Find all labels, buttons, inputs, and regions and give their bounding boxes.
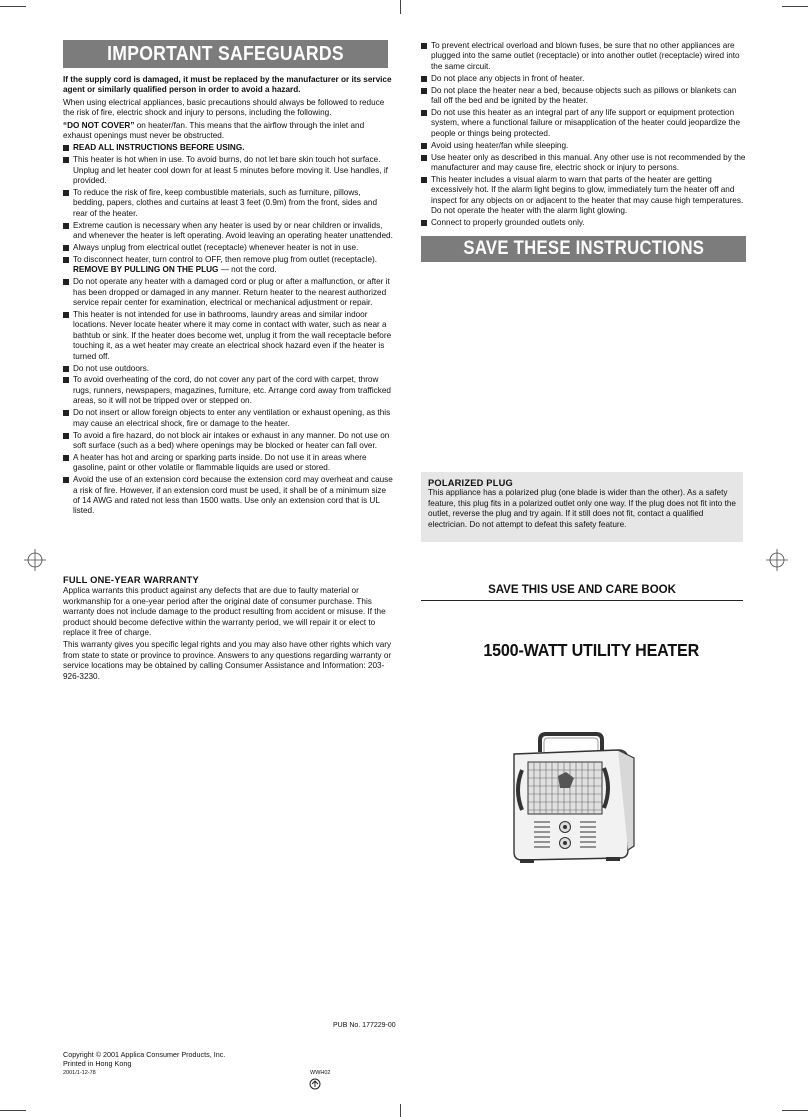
safeguard-item: To avoid overheating of the cord, do not cover any part of the cord with carpet, throw rugs, runners, newspapers, magazines, furniture, etc. Arrange cord away from trafficked areas, so it will not be tripped over or stepped on. bbox=[63, 375, 393, 406]
copyright-text: Copyright © 2001 Applica Consumer Products, Inc. bbox=[63, 1050, 226, 1059]
print-code-left: 2001/1-12-78 bbox=[63, 1070, 96, 1076]
safeguard-item: Avoid the use of an extension cord because the extension cord may overheat and cause a risk of fire. However, if an extension cord must be used, it shall be of a minimum size of 14 AWG and rated not less than 1500 watts. Use only an extension cord that is UL listed. bbox=[63, 475, 393, 517]
crop-mark bbox=[782, 6, 808, 7]
right-column-list bbox=[421, 41, 746, 230]
safeguard-item: A heater has hot and arcing or sparking parts inside. Do not use it in areas where gasoline, paint or other volatile or flammable liquids are used or stored. bbox=[63, 453, 393, 474]
crop-mark bbox=[782, 1110, 808, 1111]
intro-text: When using electrical appliances, basic precautions should always be followed to reduce the risk of fire, electric shock and injury to persons, including the following. bbox=[63, 97, 385, 118]
safeguard-item: This heater is not intended for use in bathrooms, laundry areas and similar indoor locations. Never locate heater where it may come in contact with water, such as near a bathtub or sink. If the heater does become wet, unplug it from the wall receptacle before touching it, as a wet heater may create an electrical shock hazard even if the heater is turned off. bbox=[63, 310, 393, 362]
safeguard-item: Connect to properly grounded outlets only. bbox=[421, 218, 746, 228]
recycle-icon bbox=[309, 1078, 321, 1090]
safeguard-item: Do not insert or allow foreign objects to enter any ventilation or exhaust opening, as this may cause an electrical shock, fire or damage to the heater. bbox=[63, 408, 393, 429]
safeguard-item: Avoid using heater/fan while sleeping. bbox=[421, 141, 746, 151]
intro-bold: If the supply cord is damaged, it must be replaced by the manufacturer or its service agent or similarly qualified person in order to avoid a hazard. bbox=[63, 75, 392, 95]
heater-illustration bbox=[500, 730, 640, 865]
safeguard-item: Do not place any objects in front of heater. bbox=[421, 74, 746, 84]
pub-number: PUB No. 177229-00 bbox=[333, 1022, 396, 1029]
polarized-plug-text: This appliance has a polarized plug (one blade is wider than the other). As a safety feature, this plug fits in a polarized outlet only one way. If the plug does not fit into the outlet, reverse the plug and try again. If it still does not fit, contact a qualified electrician. Do not attempt to defeat this safety feature. bbox=[428, 488, 736, 529]
do-not-cover: “DO NOT COVER” on heater/fan. This means that the airflow through the inlet and exhaust openings must never be obstructed. bbox=[63, 120, 365, 141]
crop-mark bbox=[0, 1110, 26, 1111]
safeguard-item: Extreme caution is necessary when any heater is used by or near children or invalids, and whenever the heater is left operating. Avoid leaving an operating heater unattended. bbox=[63, 221, 393, 242]
polarized-plug-box bbox=[421, 472, 743, 542]
safeguard-item: This heater is hot when in use. To avoid burns, do not let bare skin touch hot surface. Unplug and let heater cool down for at least 5 minutes before moving it. Use handles, if provided. bbox=[63, 155, 393, 186]
warranty-paragraph: Applica warrants this product against any defects that are due to faulty material or workmanship for a one-year period after the original date of consumer purchase. This warranty does not include damage to the product resulting from accident or misuse. If the product should become defective within the warranty period, we will repair it or elect to replace it free of charge. bbox=[63, 586, 386, 638]
safeguard-item: To reduce the risk of fire, keep combustible materials, such as furniture, pillows, bedding, papers, clothes and curtains at least 3 feet (0.9m) from the front, sides and rear of the heater. bbox=[63, 188, 393, 219]
safeguard-item: Do not operate any heater with a damaged cord or plug or after a malfunction, or after it has been dropped or damaged in any manner. Return heater to the nearest authorized service repair center for examination, electrical or mechanical adjustment or repair. bbox=[63, 277, 393, 308]
product-title: 1500-WATT UTILITY HEATER bbox=[483, 640, 699, 660]
print-code-right: WWH02 bbox=[310, 1070, 331, 1076]
safeguards-body bbox=[63, 75, 393, 518]
warranty-title: FULL ONE-YEAR WARRANTY bbox=[63, 575, 199, 585]
safeguards-title: IMPORTANT SAFEGUARDS bbox=[63, 40, 388, 68]
crop-mark bbox=[400, 0, 401, 14]
safeguard-item: To avoid a fire hazard, do not block air intakes or exhaust in any manner. Do not use on soft surface (such as a bed) where openings may be blocked or heater can fall over. bbox=[63, 431, 393, 452]
registration-mark-icon bbox=[24, 549, 46, 571]
safeguard-item: To disconnect heater, turn control to OFF, then remove plug from outlet (receptacle). REMOVE BY PULLING ON THE PLUG — not the cord. bbox=[63, 255, 393, 276]
safeguard-item: Do not use this heater as an integral part of any life support or equipment protection system, where a functional failure or misapplication of the heater could jeopardize the people or things being protected. bbox=[421, 108, 746, 139]
save-book-heading: SAVE THIS USE AND CARE BOOK bbox=[421, 584, 743, 601]
registration-mark-icon bbox=[766, 549, 788, 571]
safeguard-item: Do not place the heater near a bed, because objects such as pillows or blankets can fall off the bed and be ignited by the heater. bbox=[421, 86, 746, 107]
safeguard-item: This heater includes a visual alarm to warn that parts of the heater are getting excessively hot. If the alarm light begins to glow, immediately turn the heater off and inspect for any objects on or adjacent to the heater that may cause high temperatures. Do not operate the heater with the alarm light glowing. bbox=[421, 175, 746, 217]
printed-in-text: Printed in Hong Kong bbox=[63, 1059, 132, 1068]
crop-mark bbox=[0, 6, 26, 7]
warranty-paragraph: This warranty gives you specific legal rights and you may also have other rights which vary from state to state or province to province. Answers to any questions regarding warranty or service locations may be obtained by calling Consumer Assistance and Information: 203-926-3230. bbox=[63, 640, 392, 681]
save-instructions-title: SAVE THESE INSTRUCTIONS bbox=[421, 236, 746, 262]
safeguard-item: To prevent electrical overload and blown fuses, be sure that no other appliances are plugged into the same outlet (receptacle) or into another outlet (receptacle) wired into the same circuit. bbox=[421, 41, 746, 72]
polarized-plug-title: POLARIZED PLUG bbox=[428, 478, 513, 488]
safeguard-item: READ ALL INSTRUCTIONS BEFORE USING. bbox=[63, 143, 393, 153]
crop-mark bbox=[400, 1104, 401, 1117]
safeguard-item: Do not use outdoors. bbox=[63, 364, 393, 374]
warranty-section bbox=[63, 575, 393, 684]
copyright-block bbox=[63, 1050, 225, 1068]
safeguard-item: Use heater only as described in this manual. Any other use is not recommended by the manufacturer and may cause fire, electric shock or injury to persons. bbox=[421, 153, 746, 174]
safeguard-item: Always unplug from electrical outlet (receptacle) whenever heater is not in use. bbox=[63, 243, 393, 253]
